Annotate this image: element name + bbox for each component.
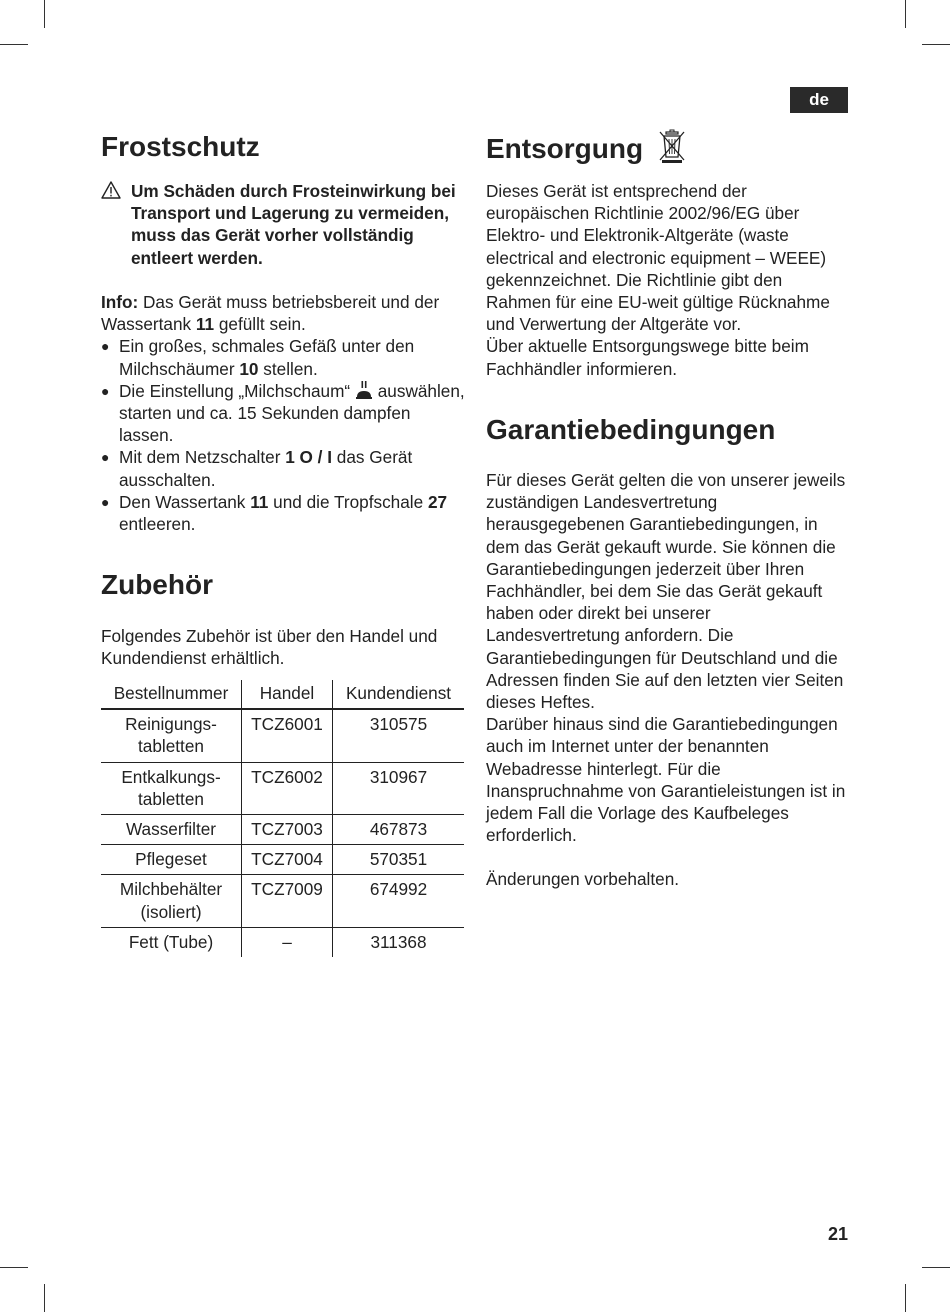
warranty-paragraph: Für dieses Gerät gelten die von unserer jeweils zuständigen Landesvertretung herausgegebenen Garantiebedingungen, in dem das Gerät gekauft wurde. Sie können die Garantiebedingungen jederzeit über Ihren Fachhändler, bei dem Sie das Gerät gekauft haben oder direkt bei unserer Landesvertretung anfordern. Die Garantiebedingungen für Deutschland und die Adressen finden Sie auf den letzten vier Seiten dieses Heftes. <box>486 470 846 713</box>
cell-service: 570351 <box>333 845 465 875</box>
list-item <box>101 491 466 535</box>
crop-mark <box>905 1284 906 1312</box>
table-row <box>101 845 464 875</box>
b3-end: das Gerät ausschalten. <box>119 447 413 490</box>
cell-product: Reinigungs- tabletten <box>101 709 242 762</box>
table-row <box>101 875 464 927</box>
b4-start: Den Wassertank <box>119 491 246 512</box>
col-header-order-number: Bestellnummer <box>101 680 242 709</box>
b3-start: Mit dem Netzschalter <box>119 447 281 468</box>
disposal-title-text: Entsorgung <box>486 133 644 164</box>
cell-product: Fett (Tube) <box>101 927 242 957</box>
accessories-table <box>101 680 464 957</box>
list-item <box>101 335 466 379</box>
info-end: gefüllt sein. <box>218 314 306 335</box>
disposal-title <box>486 128 687 166</box>
cell-product: Pflegeset <box>101 845 242 875</box>
cell-service: 467873 <box>333 815 465 845</box>
col-header-retail: Handel <box>242 680 333 709</box>
crop-mark <box>44 1284 45 1312</box>
cell-retail: TCZ6001 <box>242 709 333 762</box>
b1-text: Ein großes, schmales Gefäß unter den Milchschäumer <box>119 336 415 379</box>
info-label: Info: <box>101 292 139 312</box>
cell-product: Entkalkungs- tabletten <box>101 762 242 814</box>
page-number: 21 <box>827 1224 848 1244</box>
cell-retail: TCZ7004 <box>242 845 333 875</box>
list-item <box>101 380 466 447</box>
b4-mid: und die Tropfschale <box>273 491 424 512</box>
b3-switch: 1 O / I <box>285 447 333 468</box>
crop-mark <box>905 0 906 28</box>
b1-num: 10 <box>239 358 259 379</box>
b2-start: Die Einstellung „Milchschaum“ <box>119 380 351 401</box>
info-text: Das Gerät muss betriebsbereit und der Wassertank <box>101 292 440 335</box>
frost-steps <box>101 335 466 535</box>
cell-service: 310967 <box>333 762 465 814</box>
milk-foam-icon <box>355 380 373 400</box>
table-row <box>101 709 464 762</box>
crop-mark <box>922 44 950 45</box>
table-row <box>101 927 464 957</box>
accessories-title: Zubehör <box>101 569 213 600</box>
frost-warning-text: Um Schäden durch Frosteinwirkung bei Transport und Lagerung zu vermeiden, muss das Gerät vorher vollständig entleert werden. <box>131 181 456 268</box>
cell-product: Milchbehälter (isoliert) <box>101 875 242 927</box>
b4-num2: 27 <box>427 491 448 512</box>
warranty-note: Änderungen vorbehalten. <box>486 869 680 890</box>
language-tab: de <box>790 87 848 113</box>
col-header-service: Kundendienst <box>333 680 465 709</box>
crop-mark <box>922 1267 950 1268</box>
warranty-paragraph: Darüber hinaus sind die Garantiebedingungen auch im Internet unter der benannten Webadresse hinterlegt. Für die Inanspruchnahme von Garantieleistungen ist in jedem Fall die Vorlage des Kaufbeleges erforderlich. <box>486 714 846 846</box>
cell-product: Wasserfilter <box>101 815 242 845</box>
b1-end: stellen. <box>263 358 318 379</box>
info-num: 11 <box>195 314 215 335</box>
cell-retail: – <box>242 927 333 957</box>
frost-title: Frostschutz <box>101 131 260 162</box>
warranty-body <box>486 469 846 891</box>
frost-info-block <box>101 291 466 535</box>
cell-service: 674992 <box>333 875 465 927</box>
disposal-body <box>486 180 851 380</box>
crossed-bin-icon <box>657 128 687 164</box>
table-header-row <box>101 680 464 709</box>
cell-service: 310575 <box>333 709 465 762</box>
cell-retail: TCZ7003 <box>242 815 333 845</box>
b4-num1: 11 <box>250 491 269 512</box>
warranty-title: Garantiebedingungen <box>486 414 776 445</box>
crop-mark <box>0 44 28 45</box>
cell-service: 311368 <box>370 931 427 952</box>
frost-info <box>101 291 466 335</box>
cell-retail: TCZ6002 <box>242 762 333 814</box>
b4-end: entleeren. <box>119 514 196 535</box>
table-row <box>101 815 464 845</box>
table-row <box>101 762 464 814</box>
crop-mark <box>44 0 45 28</box>
warning-triangle-icon <box>101 181 121 199</box>
frost-warning <box>101 180 466 269</box>
disposal-paragraph: Über aktuelle Entsorgungswege bitte beim Fachhändler informieren. <box>486 336 809 379</box>
crop-mark <box>0 1267 28 1268</box>
cell-retail: TCZ7009 <box>242 875 333 927</box>
accessories-intro: Folgendes Zubehör ist über den Handel und Kundendienst erhältlich. <box>101 626 438 669</box>
b2-end: auswählen, starten und ca. 15 Sekunden dampfen lassen. <box>119 380 465 446</box>
disposal-paragraph: Dieses Gerät ist entsprechend der europäischen Richtlinie 2002/96/EG über Elektro- und Elektronik-Altgeräte (waste electrical and electronic equipment – WEEE) gekennzeichnet. Die Richtlinie gibt den Rahmen für eine EU-weit gültige Rücknahme und Verwertung der Altgeräte vor. <box>486 181 830 335</box>
list-item <box>101 446 466 490</box>
